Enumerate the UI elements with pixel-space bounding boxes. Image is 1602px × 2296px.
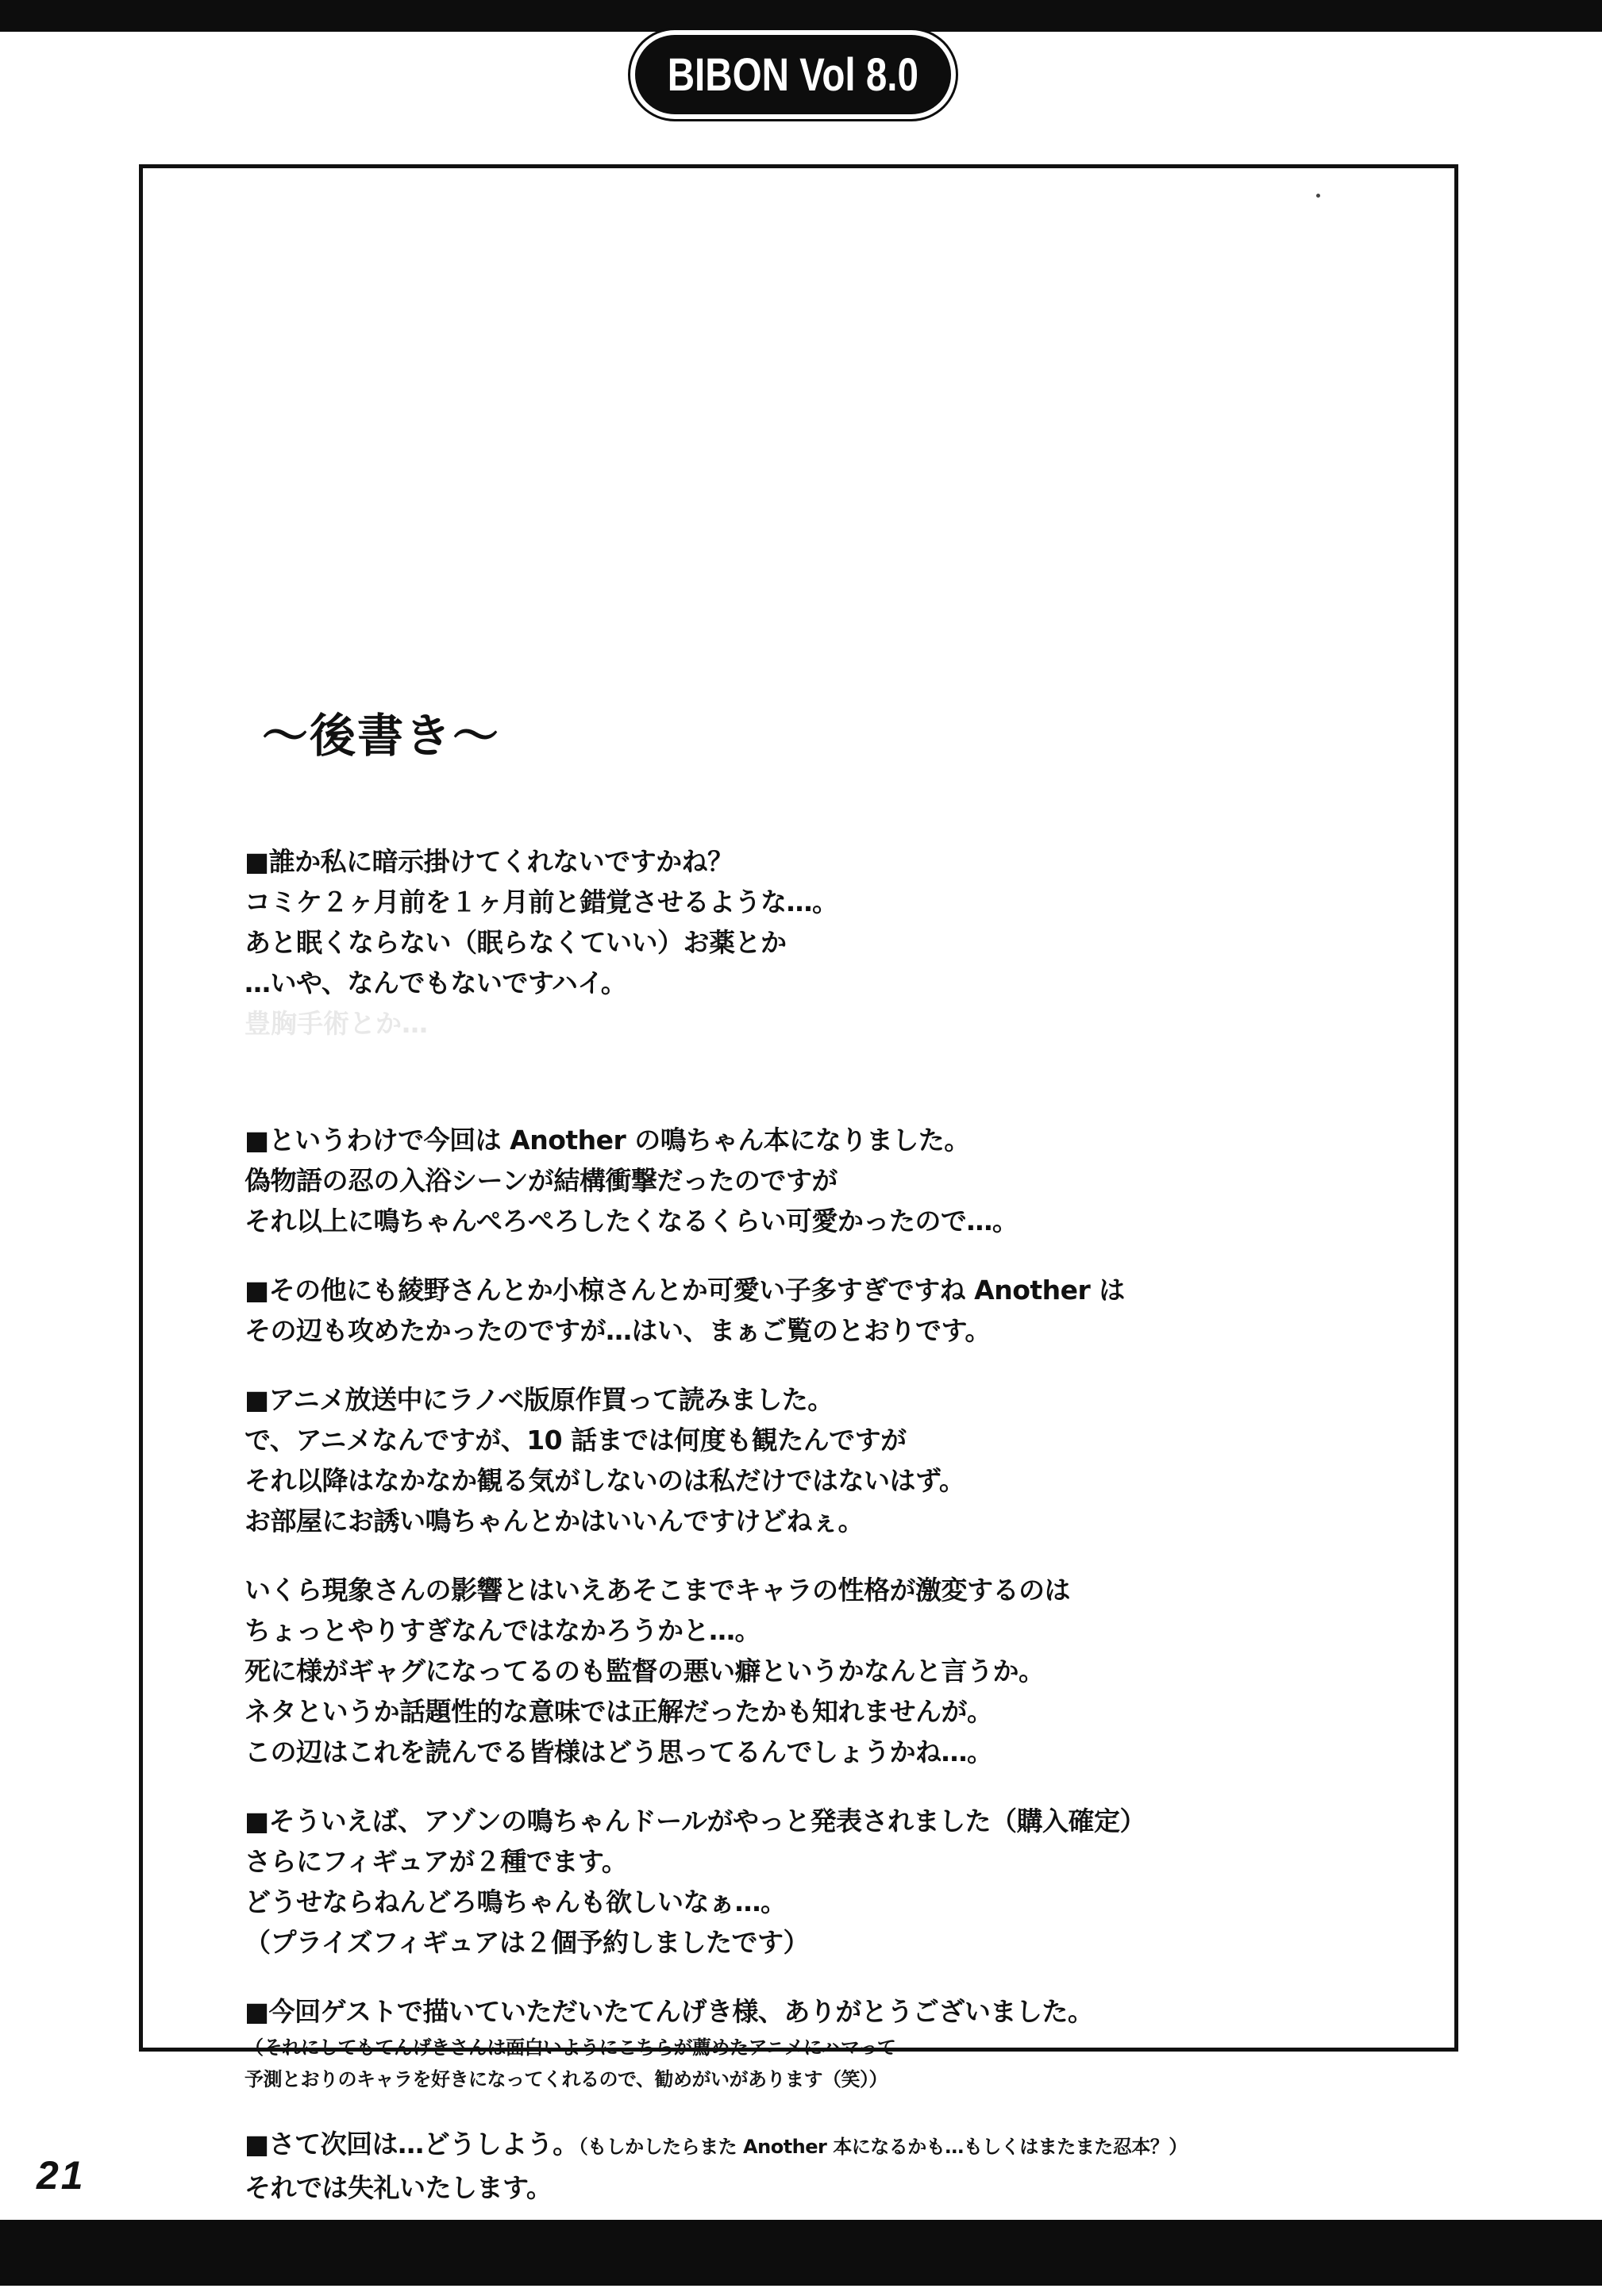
text-line: ■アニメ放送中にラノベ版原作買って読みました。 xyxy=(245,1384,834,1415)
text-line: それ以上に鳴ちゃんぺろぺろしたくなるくらい可愛かったので…。 xyxy=(245,1206,1019,1236)
text-line: それ以降はなかなか観る気がしないのは私だけではないはず。 xyxy=(245,1465,965,1496)
text-line: （プライズフィギュアは２個予約しましたです） xyxy=(245,1927,810,1958)
text-line: ■というわけで今回は Another の鳴ちゃん本になりました。 xyxy=(245,1125,970,1156)
paragraph-7 xyxy=(245,1991,1388,2095)
text-line: 偽物語の忍の入浴シーンが結構衝撃だったのですが xyxy=(245,1165,838,1196)
afterword-heading: 〜後書き〜 xyxy=(262,709,501,763)
bottom-black-bar xyxy=(0,2220,1602,2286)
page-number: 21 xyxy=(37,2153,86,2198)
paragraph-4 xyxy=(245,1379,1388,1541)
paragraph-2 xyxy=(245,1120,1388,1241)
text-aside: （もしかしたらまた Another 本になるかも…もしくはまたまた忍本？） xyxy=(578,2136,1188,2158)
text-line: その辺も攻めたかったのですが…はい、まぁご覧のとおりです。 xyxy=(245,1315,991,1346)
text-line: それでは失礼いたします。 xyxy=(245,2172,553,2203)
text-line: で、アニメなんですが、10 話までは何度も観たんですが xyxy=(245,1425,907,1456)
afterword-body xyxy=(245,841,1388,2296)
text-line: ■そういえば、アゾンの鳴ちゃんドールがやっと発表されました（購入確定） xyxy=(245,1806,1146,1836)
stray-dot xyxy=(1316,194,1320,198)
paragraph-1 xyxy=(245,841,1388,1044)
paragraph-3 xyxy=(245,1270,1388,1351)
text-line: ちょっとやりすぎなんではなかろうかと…。 xyxy=(245,1615,761,1646)
text-line-small: （それにしてもてんげきさんは面白いようにこちらが薦めたアニメにハマって xyxy=(245,2036,896,2059)
title-badge xyxy=(635,35,951,114)
spacer xyxy=(245,1072,1388,1120)
text-line: …いや、なんでもないですハイ。 xyxy=(245,967,627,998)
text-line-mixed xyxy=(245,2124,1388,2167)
text-line: 死に様がギャグになってるのも監督の悪い癖というかなんと言うか。 xyxy=(245,1656,1045,1686)
paragraph-5 xyxy=(245,1570,1388,1772)
text-line: あと眠くならない（眠らなくていい）お薬とか xyxy=(245,927,787,958)
text-line: ■その他にも綾野さんとか小椋さんとか可愛い子多すぎですね Another は xyxy=(245,1275,1125,1306)
faint-erased-line: 豊胸手術とか… xyxy=(245,1008,428,1039)
text-line-small: 予測とおりのキャラを好きになってくれるので、勧めがいがあります（笑）） xyxy=(245,2068,888,2090)
text-lead: ■さて次回は…どうしよう。 xyxy=(245,2129,579,2159)
text-line: ネタというか話題性的な意味では正解だったかも知れませんが。 xyxy=(245,1696,993,1727)
text-line: さらにフィギュアが２種でます。 xyxy=(245,1846,628,1877)
text-line: どうせならねんどろ鳴ちゃんも欲しいなぁ…。 xyxy=(245,1886,787,1917)
paragraph-6 xyxy=(245,1801,1388,1963)
text-line: この辺はこれを読んでる皆様はどう思ってるんでしょうかね…。 xyxy=(245,1736,993,1767)
text-line: いくら現象さんの影響とはいえあそこまでキャラの性格が激変するのは xyxy=(245,1575,1070,1606)
text-line: コミケ２ヶ月前を１ヶ月前と錯覚させるような…。 xyxy=(245,886,838,917)
text-line: ■今回ゲストで描いていただいたてんげき様、ありがとうございました。 xyxy=(245,1996,1094,2027)
publication-title: BIBON Vol 8.0 xyxy=(667,48,919,101)
top-black-bar xyxy=(0,0,1602,32)
text-line: ■誰か私に暗示掛けてくれないですかね？ xyxy=(245,846,734,877)
text-line: お部屋にお誘い鳴ちゃんとかはいいんですけどねぇ。 xyxy=(245,1506,864,1536)
